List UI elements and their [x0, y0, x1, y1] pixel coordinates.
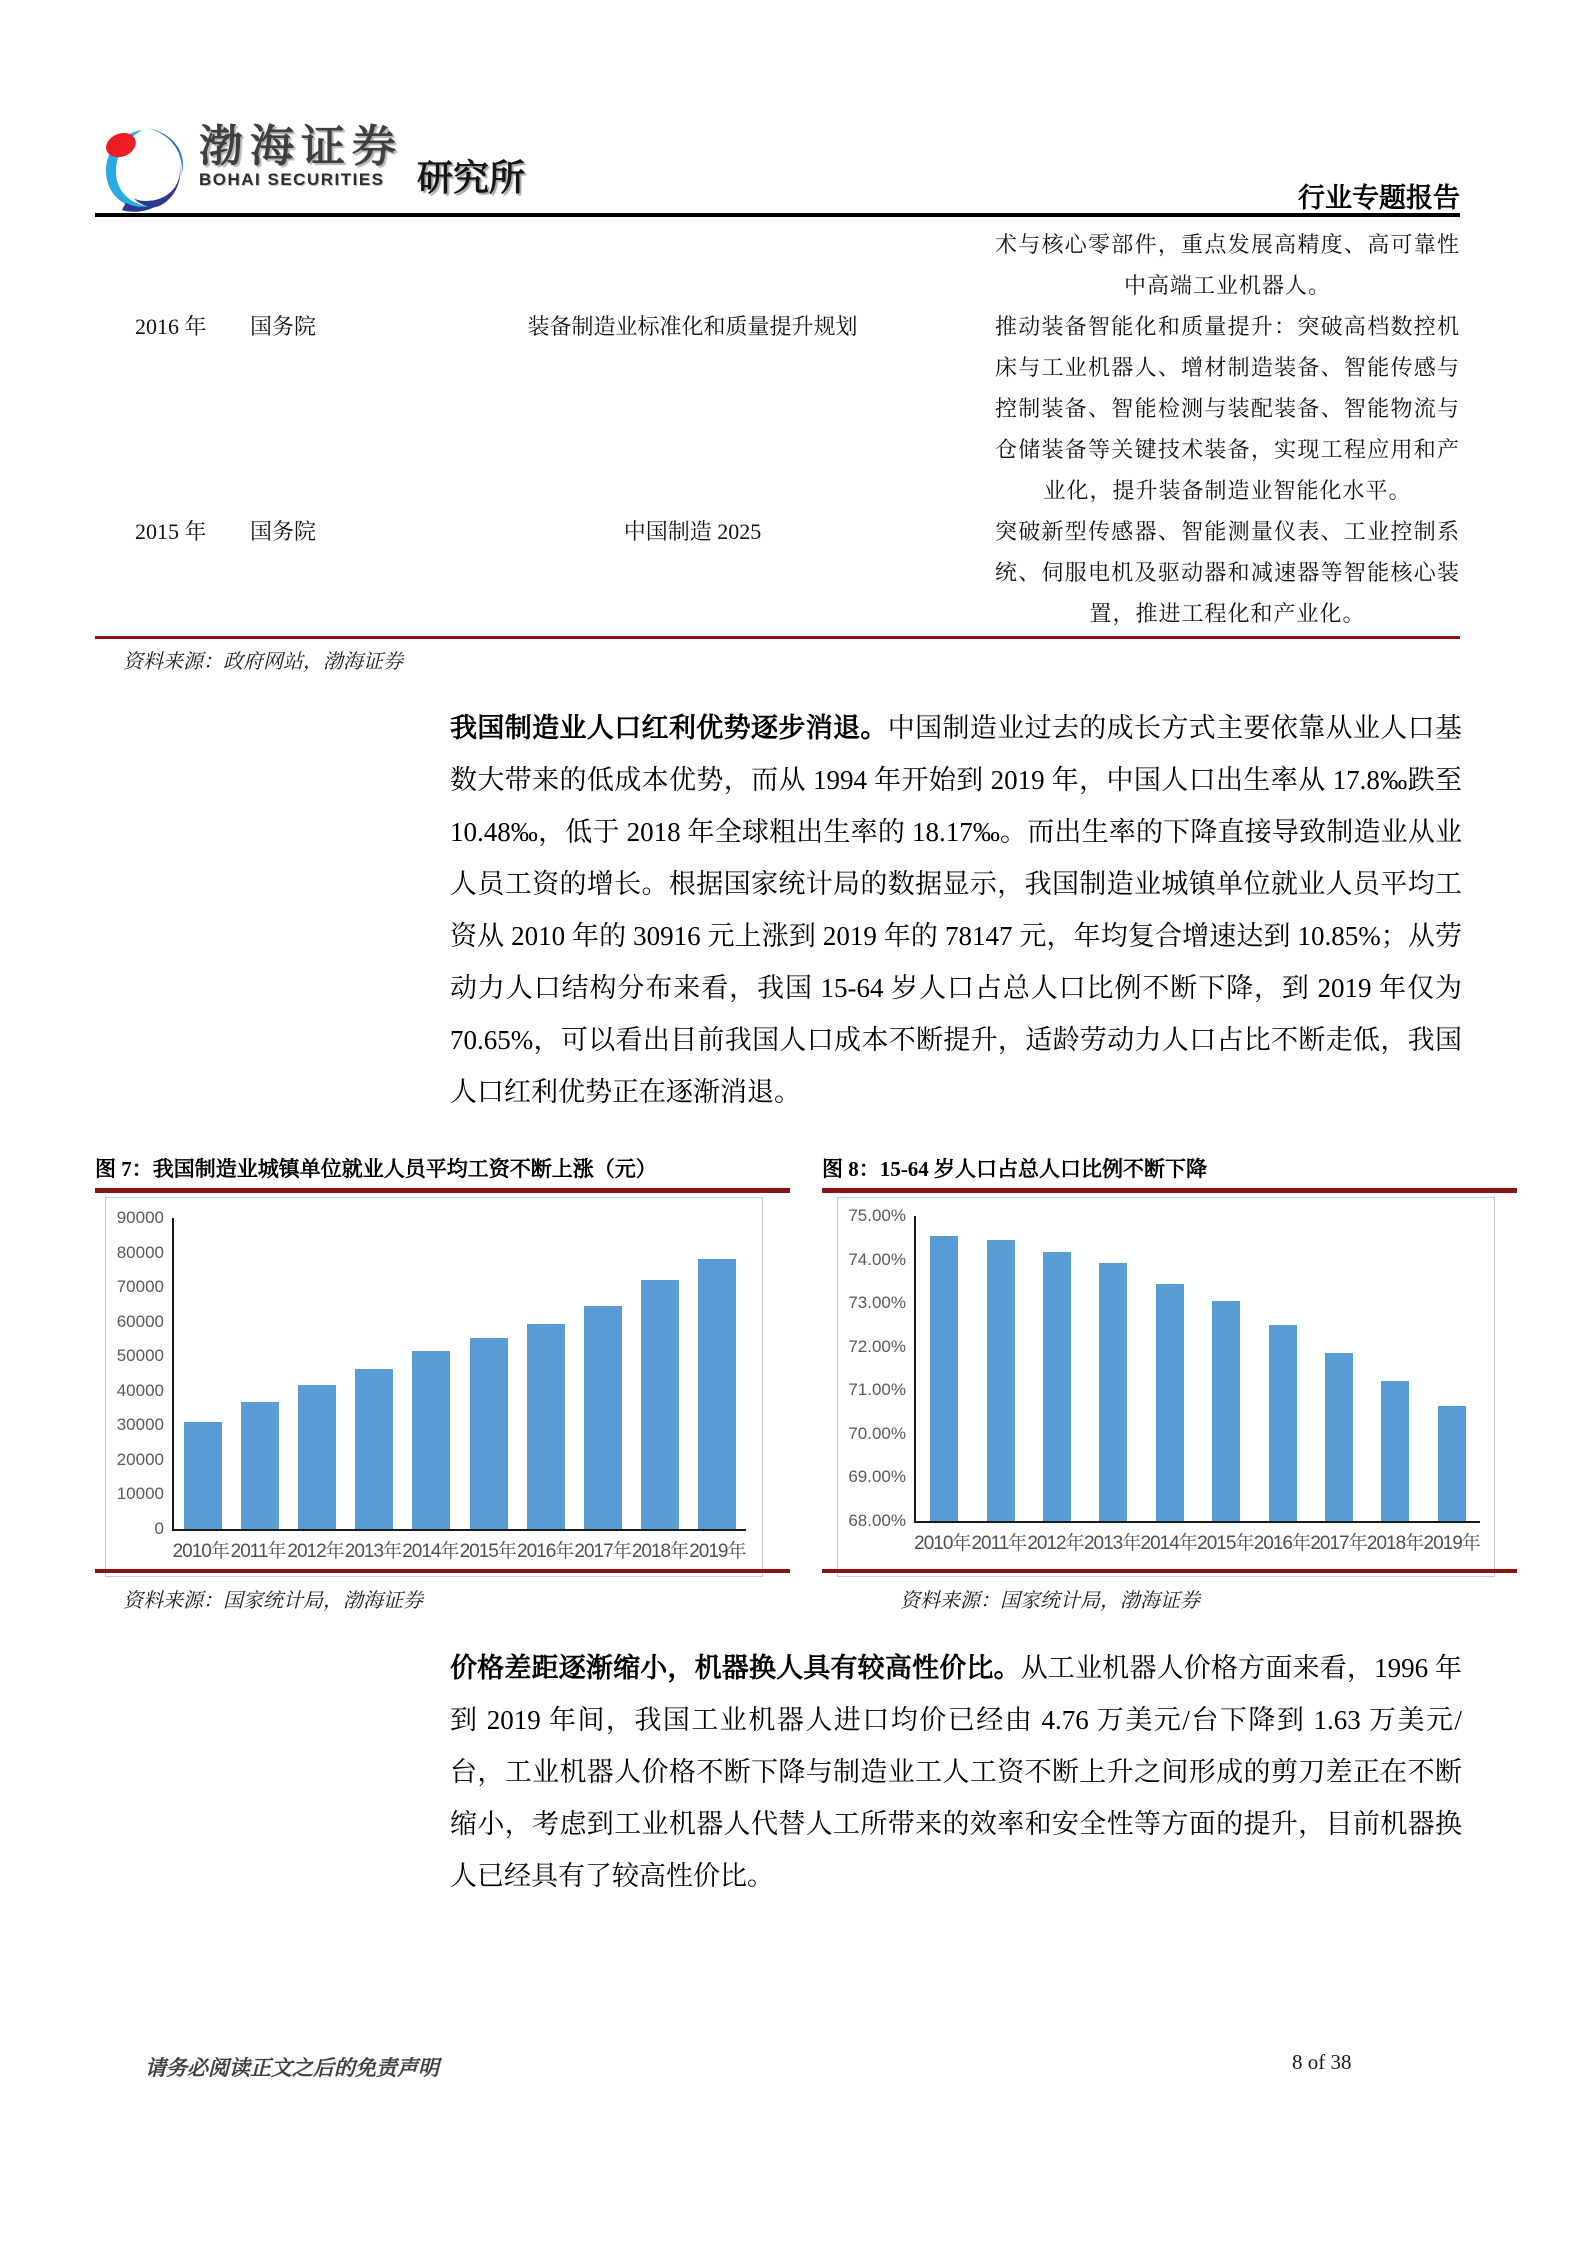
policy-table — [95, 224, 1460, 634]
y-axis-tick-label: 69.00% — [848, 1467, 906, 1487]
bar-2015年 — [1212, 1301, 1240, 1521]
table-bottom-rule — [95, 636, 1460, 639]
x-axis-tick-label: 2017年 — [1310, 1533, 1367, 1554]
table-cell-issuer: 国务院 — [250, 314, 317, 339]
table-cell-year-empty — [95, 224, 250, 306]
bar-2011年 — [241, 1402, 279, 1529]
figure8-source-note: 资料来源：国家统计局，渤海证券 — [900, 1590, 1200, 1612]
bar-2018年 — [641, 1280, 679, 1529]
y-axis-tick-label: 70.00% — [848, 1423, 906, 1443]
x-axis-tick-label: 2014年 — [1140, 1533, 1197, 1554]
y-axis-tick-label: 10000 — [116, 1484, 164, 1504]
x-axis-tick-label: 2010年 — [172, 1541, 229, 1562]
bar-2017年 — [584, 1306, 622, 1529]
x-axis — [914, 1528, 1480, 1555]
paragraph-lead-bold: 价格差距逐渐缩小，机器换人具有较高性价比。 — [450, 1653, 1021, 1683]
x-axis-tick-label: 2011年 — [230, 1541, 286, 1562]
figure7-title-rule — [95, 1188, 790, 1193]
figure7-bottom-rule — [95, 1569, 790, 1573]
x-axis-tick-label: 2010年 — [914, 1533, 971, 1554]
bar-2018年 — [1381, 1381, 1409, 1521]
paragraph-body-text: 中国制造业过去的成长方式主要依靠从业人口基数大带来的低成本优势，而从 1994 年开始到 2019 年，中国人口出生率从 17.8‰跌至 10.48‰，低于 2018 年全球粗出生率的 18.17‰。而出生率的下降直接导致制造业从业人员工资的增长。根据国家统计局的数据显示，我国制造业城镇单位就业人员平均工资从 2010 年的 30916 元上涨到 2019 年的 78147 元，年均复合增速达到 10.85%；从劳动力人口结构分布来看，我国 15-64 岁人口占总人口比例不断下降，到 2019 年仅为 70.65%，可以看出目前我国人口成本不断提升，适龄劳动力人口占比不断走低，我国人口红利优势正在逐渐消退。 — [450, 713, 1463, 1107]
logo-cn-label: 渤海证券 — [199, 122, 403, 171]
figure7-title: 图 7：我国制造业城镇单位就业人员平均工资不断上涨（元） — [95, 1157, 657, 1181]
x-axis-tick-label: 2011年 — [971, 1533, 1027, 1554]
y-axis-tick-label: 20000 — [116, 1449, 164, 1469]
y-axis-tick-label: 90000 — [116, 1208, 164, 1227]
table-cell-issuer: 国务院 — [250, 519, 317, 544]
bar-2016年 — [527, 1324, 565, 1530]
table-cell-policy: 中国制造 2025 — [623, 519, 762, 544]
table-cell-year: 2016 年 — [135, 314, 207, 339]
x-axis-tick-label: 2019年 — [1423, 1533, 1480, 1554]
figure7-chart-frame — [105, 1197, 763, 1577]
y-axis-tick-label: 74.00% — [848, 1249, 906, 1269]
x-axis — [172, 1536, 746, 1563]
y-axis-tick-label: 80000 — [116, 1242, 164, 1262]
figure8-title: 图 8：15-64 岁人口占总人口比例不断下降 — [822, 1157, 1207, 1181]
x-axis-tick-label: 2013年 — [1083, 1533, 1141, 1554]
y-axis-tick-label: 71.00% — [848, 1380, 906, 1400]
paragraph-body-text: 从工业机器人价格方面来看，1996 年到 2019 年间，我国工业机器人进口均价已经由 4.76 万美元/台下降到 1.63 万美元/台，工业机器人价格不断下降与制造业工人工资不断上升之间形成的剪刀差正在不断缩小，考虑到工业机器人代替人工所带来的效率和安全性等方面的提升，目前机器换人已经具有了较高性价比。 — [450, 1653, 1462, 1891]
bar-2014年 — [412, 1351, 450, 1529]
table-cell-policy-empty — [390, 224, 995, 306]
bar-2011年 — [987, 1240, 1015, 1521]
bohai-logo-icon — [95, 124, 191, 216]
y-axis-tick-label: 50000 — [116, 1346, 164, 1366]
bar-2015年 — [470, 1338, 508, 1529]
bar-2017年 — [1325, 1353, 1353, 1521]
institute-label: 研究所 — [417, 158, 526, 198]
table-cell-desc: 推动装备智能化和质量提升：突破高档数控机床与工业机器人、增材制造装备、智能传感与控制装备、智能检测与装配装备、智能物流与仓储装备等关键技术装备，实现工程应用和产业化，提升装备制造业智能化水平。 — [995, 314, 1460, 503]
x-axis-tick-label: 2015年 — [459, 1541, 516, 1562]
y-axis-tick-label: 72.00% — [848, 1336, 906, 1356]
bar-2019年 — [698, 1259, 736, 1529]
bar-2012年 — [1043, 1252, 1071, 1521]
figure8-chart-frame — [837, 1197, 1495, 1577]
bar-2010年 — [930, 1236, 958, 1521]
plot-column — [914, 1216, 1494, 1555]
logo-text-block — [199, 124, 403, 190]
y-axis — [838, 1206, 914, 1530]
bar-2016年 — [1269, 1325, 1297, 1522]
x-axis-tick-label: 2018年 — [631, 1541, 689, 1562]
bar-2014年 — [1156, 1284, 1184, 1521]
x-axis-tick-label: 2018年 — [1366, 1533, 1424, 1554]
y-axis-tick-label: 30000 — [116, 1415, 164, 1435]
y-axis-tick-label: 40000 — [116, 1380, 164, 1400]
x-axis-tick-label: 2013年 — [344, 1541, 402, 1562]
table-source-note: 资料来源：政府网站，渤海证券 — [123, 651, 403, 673]
table-cell-issuer-empty — [250, 224, 390, 306]
header-logo — [95, 124, 525, 216]
body-paragraph-price — [450, 1642, 1462, 1902]
bar-2012年 — [298, 1385, 336, 1529]
header-rule — [95, 213, 1460, 217]
body-paragraph-demographic — [450, 702, 1462, 1118]
table-cell-year: 2015 年 — [135, 519, 207, 544]
x-axis-tick-label: 2015年 — [1197, 1533, 1254, 1554]
bar-2019年 — [1438, 1406, 1466, 1521]
y-axis-tick-label: 60000 — [116, 1311, 164, 1331]
plot-region — [914, 1216, 1480, 1523]
x-axis-tick-label: 2016年 — [517, 1541, 574, 1562]
logo-en-label: BOHAI SECURITIES — [199, 170, 385, 190]
x-axis-tick-label: 2012年 — [287, 1541, 344, 1562]
page-number: 8 of 38 — [1292, 2050, 1352, 2074]
y-axis-tick-label: 0 — [154, 1519, 164, 1538]
plot-region — [172, 1218, 746, 1531]
y-axis-tick-label: 68.00% — [848, 1511, 906, 1530]
bar-2010年 — [184, 1422, 222, 1529]
x-axis-tick-label: 2019年 — [689, 1541, 746, 1562]
chart-plot-area — [838, 1198, 1494, 1555]
x-axis-tick-label: 2017年 — [574, 1541, 631, 1562]
bar-2013年 — [1099, 1263, 1127, 1521]
y-axis — [106, 1208, 172, 1538]
y-axis-tick-label: 75.00% — [848, 1206, 906, 1225]
figure8-bottom-rule — [822, 1569, 1517, 1573]
table-cell-desc: 突破新型传感器、智能测量仪表、工业控制系统、伺服电机及驱动器和减速器等智能核心装置，推进工程化和产业化。 — [995, 519, 1460, 626]
y-axis-tick-label: 73.00% — [848, 1293, 906, 1313]
plot-column — [172, 1218, 762, 1563]
figure7-source-note: 资料来源：国家统计局，渤海证券 — [123, 1590, 423, 1612]
paragraph-lead-bold: 我国制造业人口红利优势逐步消退。 — [450, 713, 888, 743]
report-type-label: 行业专题报告 — [1298, 183, 1460, 213]
footer-disclaimer: 请务必阅读正文之后的免责声明 — [145, 2056, 439, 2080]
chart-plot-area — [106, 1198, 762, 1563]
policy-table-grid — [95, 224, 1460, 634]
table-cell-policy: 装备制造业标准化和质量提升规划 — [527, 314, 858, 339]
bar-2013年 — [355, 1369, 393, 1529]
figure8-title-rule — [822, 1188, 1517, 1193]
table-cell-desc-carryover: 术与核心零部件，重点发展高精度、高可靠性中高端工业机器人。 — [995, 232, 1460, 298]
y-axis-tick-label: 70000 — [116, 1277, 164, 1297]
x-axis-tick-label: 2016年 — [1253, 1533, 1310, 1554]
x-axis-tick-label: 2014年 — [402, 1541, 459, 1562]
x-axis-tick-label: 2012年 — [1027, 1533, 1084, 1554]
